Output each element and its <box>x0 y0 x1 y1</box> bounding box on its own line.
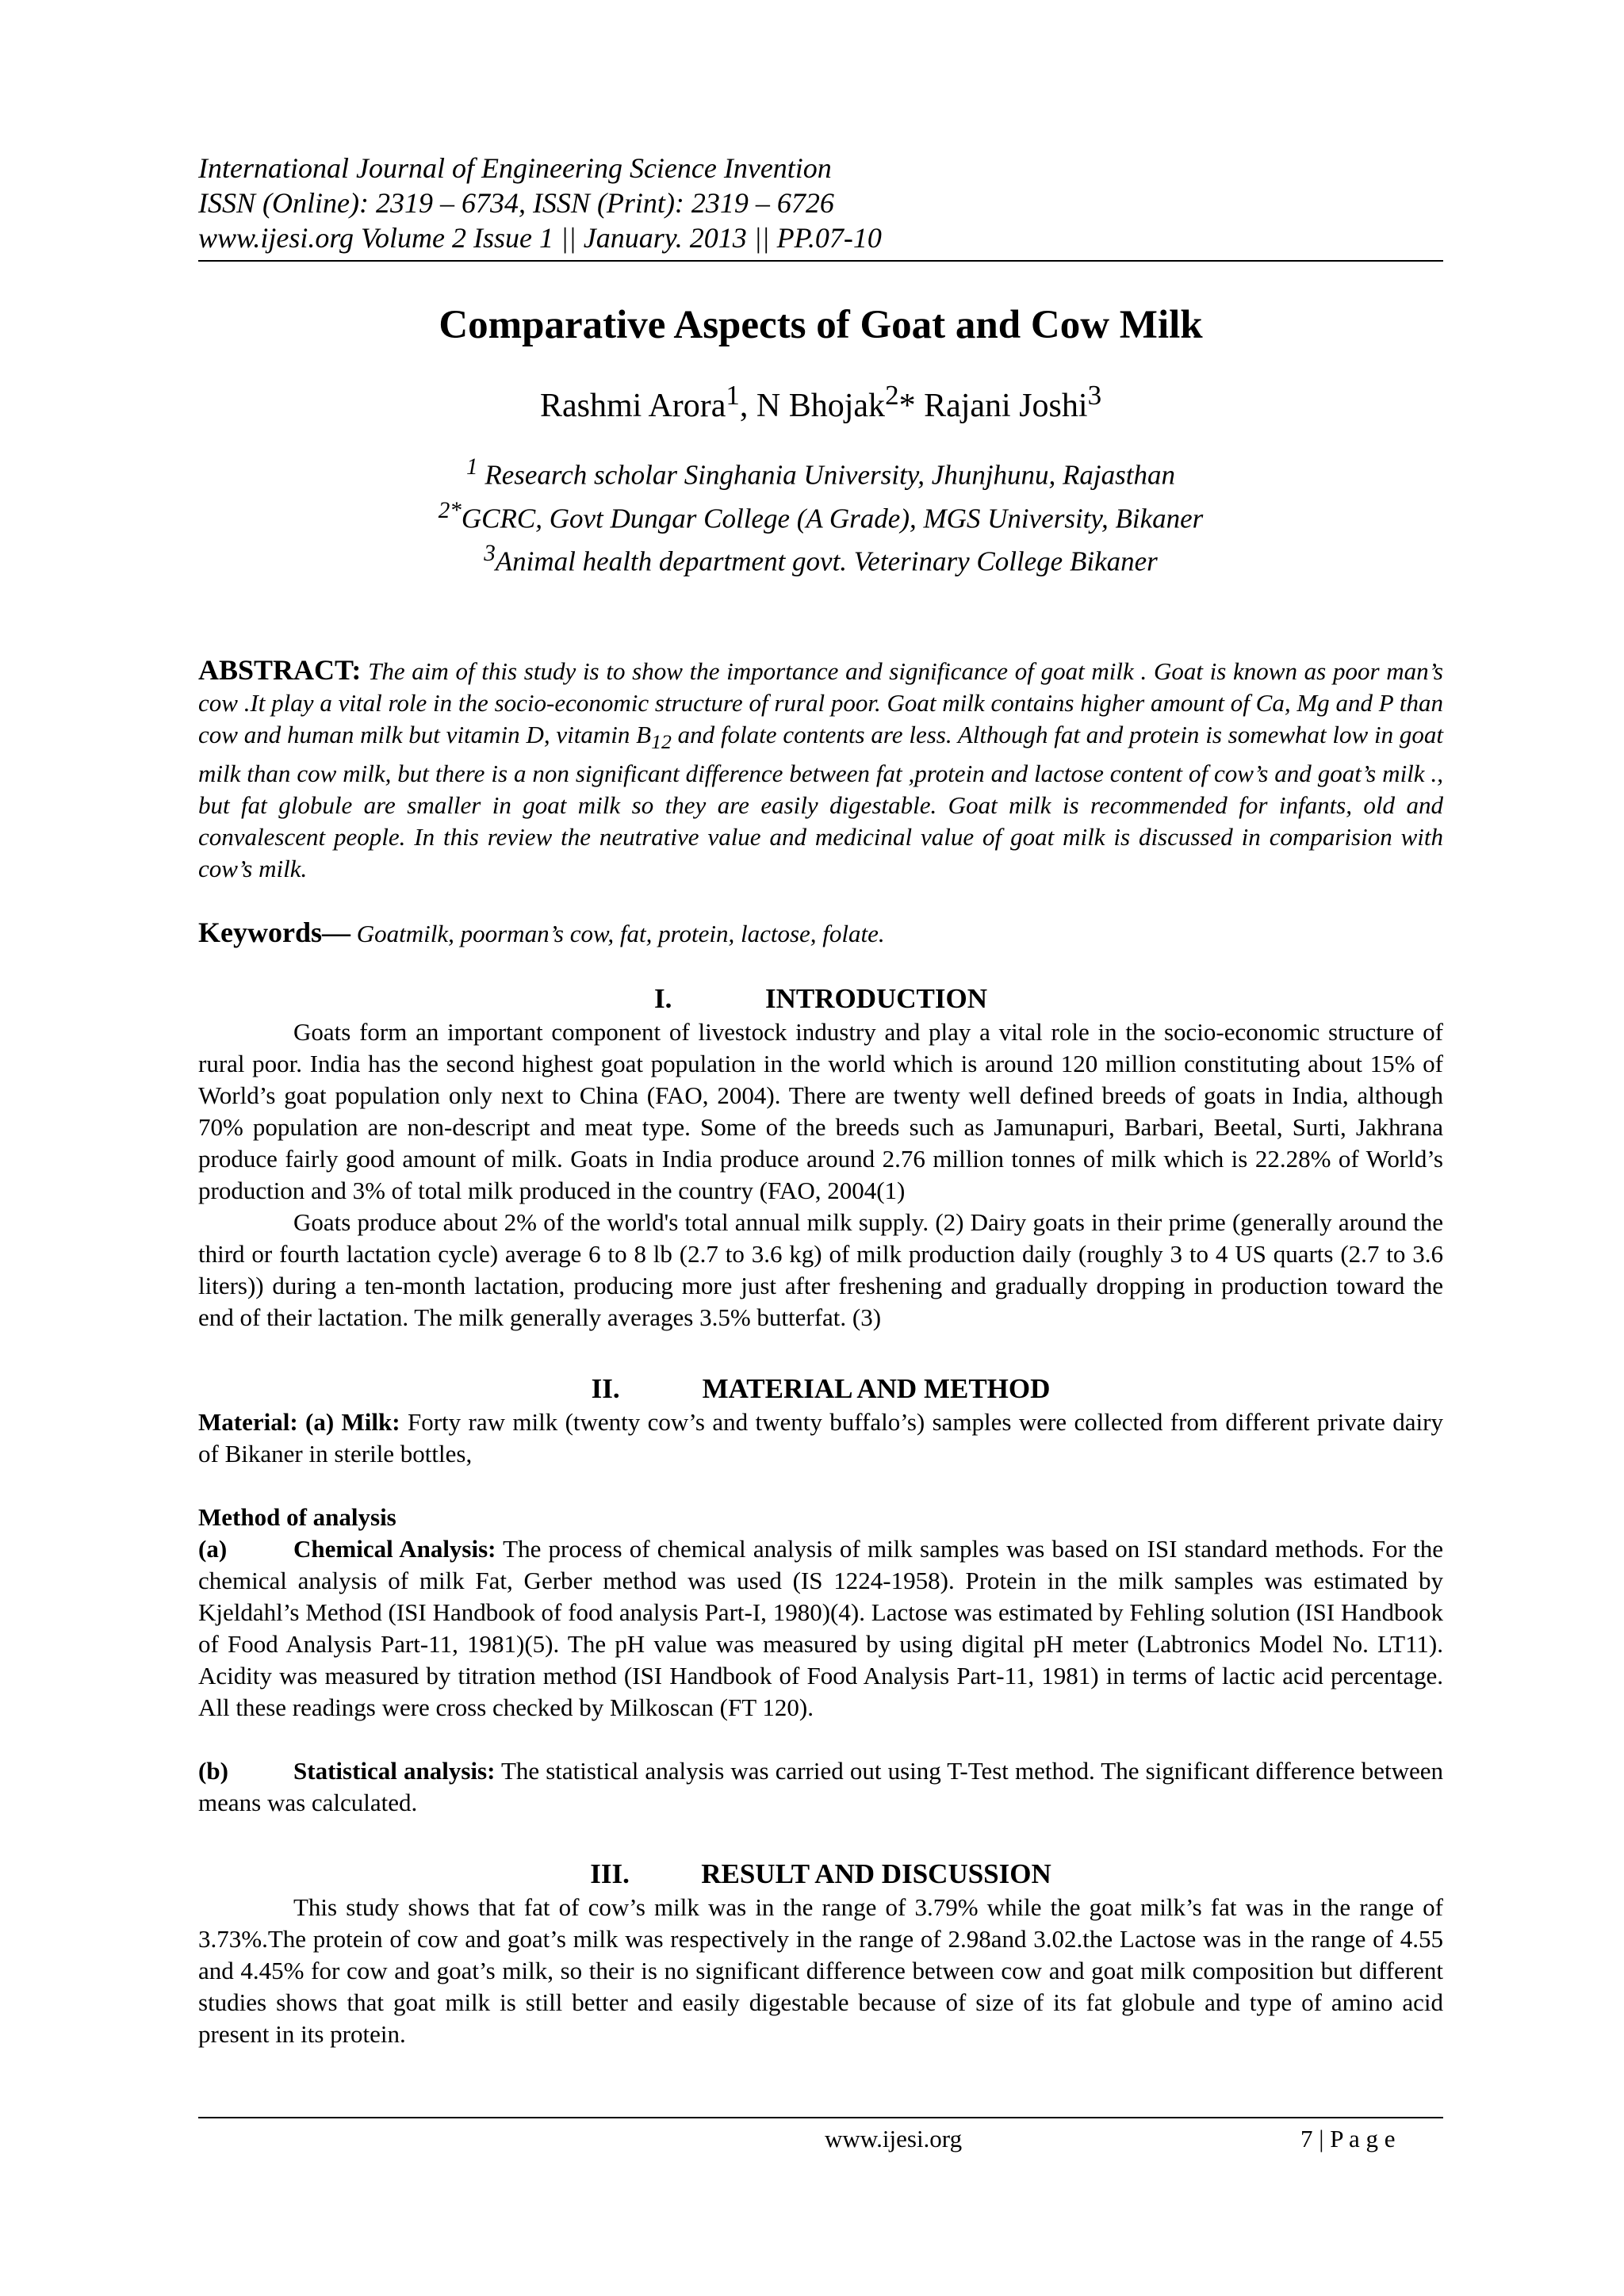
author-2-sup: 2 <box>885 380 899 411</box>
affiliation-3 <box>198 536 1443 580</box>
abstract <box>198 654 1443 885</box>
keywords-label: Keywords— <box>198 916 350 949</box>
paragraph-statistical-analysis <box>198 1755 1443 1819</box>
material-label: Material: (a) Milk: <box>198 1408 400 1437</box>
affiliation-2-text: GCRC, Govt Dungar College (A Grade), MGS University, Bikaner <box>461 503 1204 534</box>
footer-website: www.ijesi.org <box>825 2125 963 2152</box>
paper-title: Comparative Aspects of Goat and Cow Milk <box>439 303 1203 347</box>
keywords <box>198 916 1443 950</box>
author-1: Rashmi Arora <box>539 388 726 424</box>
method-heading: Method of analysis <box>198 1503 396 1532</box>
author-3-sup: 3 <box>1087 380 1102 411</box>
abstract-subscript: 12 <box>651 730 672 754</box>
author-1-sup: 1 <box>726 380 740 411</box>
statistical-analysis-text: The statistical analysis was carried out using T-Test method. The significant difference between means was calculated. <box>198 1757 1443 1817</box>
journal-header <box>198 151 1443 262</box>
header-rule <box>198 260 1443 262</box>
footer-page-number: 7 | P a g e <box>1300 2125 1396 2152</box>
author-2: , N Bhojak <box>739 388 886 424</box>
item-marker-b: (b) <box>198 1757 228 1785</box>
section-heading <box>198 1857 1443 1892</box>
author-list <box>198 376 1443 426</box>
journal-issn: ISSN (Online): 2319 – 6734, ISSN (Print): 2319 – 6726 <box>198 187 834 219</box>
author-3: * Rajani Joshi <box>898 388 1088 424</box>
affiliation-3-text: Animal health department govt. Veterinary College Bikaner <box>495 545 1158 577</box>
abstract-text-1: The aim of this study is to show the importance and significance of goat milk . Goat is known as poor man’s cow .It play a vital role in the socio-economic structure of rural poor. Goat milk contains higher amount of Ca, Mg and P than cow and human milk but vitamin D, vitamin B <box>198 656 1443 748</box>
section-introduction <box>198 982 1443 1334</box>
statistical-analysis-label: Statistical analysis: <box>293 1757 496 1785</box>
section-heading <box>198 1372 1443 1406</box>
paragraph: Goats produce about 2% of the world's total annual milk supply. (2) Dairy goats in their prime (generally around the third or fourth lactation cycle) average 6 to 8 lb (2.7 to 3.6 kg) of milk production daily (roughly 3 to 4 US quarts (2.7 to 3.6 liters)) during a ten-month lactation, producing more just after freshening and gradually dropping in production toward the end of their lactation. The milk generally averages 3.5% butterfat. (3) <box>198 1208 1443 1332</box>
affiliation-1-text: Research scholar Singhania University, Jhunjhunu, Rajasthan <box>477 459 1176 491</box>
section-title: RESULT AND DISCUSSION <box>701 1858 1051 1890</box>
paragraph: Goats form an important component of livestock industry and play a vital role in the socio-economic structure of rural poor. India has the second highest goat population in the world which is around 120 million constituting about 15% of World’s goat population only next to China (FAO, 2004). There are twenty well defined breeds of goats in India, although 70% population are non-descript and meat type. Some of the breeds such as Jamunapuri, Barbari, Beetal, Surti, Jakhrana produce fairly good amount of milk. Goats in India produce around 2.76 million tonnes of milk which is 22.28% of World’s production and 3% of total milk produced in the country (FAO, 2004(1) <box>198 1018 1443 1205</box>
keywords-text: Goatmilk, poorman’s cow, fat, protein, lactose, folate. <box>350 920 885 948</box>
section-material-method <box>198 1372 1443 1819</box>
affiliations <box>198 450 1443 580</box>
abstract-text-2: and folate contents are less. Although fat and protein is somewhat low in goat milk than cow milk, but there is a non significant difference between fat ,protein and lactose content of cow’s and goat’s milk ., but fat globule are smaller in goat milk so they are easily digestable. Goat milk is recommended for infants, old and convalescent people. In this review the neutrative value and medicinal value of goat milk is discussed in comparision with cow’s milk. <box>198 720 1443 883</box>
affiliation-3-sup: 3 <box>484 541 496 567</box>
item-marker-a: (a) <box>198 1535 228 1563</box>
section-number: II. <box>591 1373 620 1405</box>
abstract-label: ABSTRACT: <box>198 653 362 686</box>
section-results <box>198 1857 1443 2050</box>
journal-name: International Journal of Engineering Science Invention <box>198 152 832 184</box>
section-number: III. <box>590 1858 630 1890</box>
affiliation-2 <box>198 493 1443 537</box>
chemical-analysis-text: The process of chemical analysis of milk samples was based on ISI standard methods. For the chemical analysis of milk Fat, Gerber method was used (IS 1224-1958). Protein in the milk samples was estimated by Kjeldahl’s Method (ISI Handbook of food analysis Part-I, 1980)(4). Lactose was estimated by Fehling solution (ISI Handbook of Food Analysis Part-11, 1981)(5). The pH value was measured by using digital pH meter (Labtronics Model No. LT11). Acidity was measured by titration method (ISI Handbook of Food Analysis Part-11, 1981) in terms of lactic acid percentage. All these readings were cross checked by Milkoscan (FT 120). <box>198 1535 1443 1722</box>
material-text: Forty raw milk (twenty cow’s and twenty buffalo’s) samples were collected from different private dairy of Bikaner in sterile bottles, <box>198 1408 1443 1468</box>
section-title: MATERIAL AND METHOD <box>702 1373 1051 1405</box>
chemical-analysis-label: Chemical Analysis: <box>293 1535 496 1563</box>
section-number: I. <box>653 983 672 1015</box>
section-heading <box>198 982 1443 1016</box>
paragraph-material <box>198 1406 1443 1470</box>
affiliation-1 <box>198 450 1443 493</box>
paragraph: This study shows that fat of cow’s milk was in the range of 3.79% while the goat milk’s fat was in the range of 3.73%.The protein of cow and goat’s milk was respectively in the range of 2.98and 3.02.the Lactose was in the range of 4.55 and 4.45% for cow and goat’s milk, so their is no significant difference between cow and goat milk composition but different studies shows that goat milk is still better and easily digestable because of size of its fat globule and type of amino acid present in its protein. <box>198 1893 1443 2049</box>
paragraph-chemical-analysis <box>198 1533 1443 1724</box>
footer-rule <box>198 2117 1443 2118</box>
section-title: INTRODUCTION <box>764 983 988 1015</box>
affiliation-2-sup: 2* <box>438 497 462 523</box>
journal-volume: www.ijesi.org Volume 2 Issue 1 || January. 2013 || PP.07-10 <box>198 222 882 254</box>
affiliation-1-sup: 1 <box>465 454 478 480</box>
paper-page <box>198 151 1443 2050</box>
